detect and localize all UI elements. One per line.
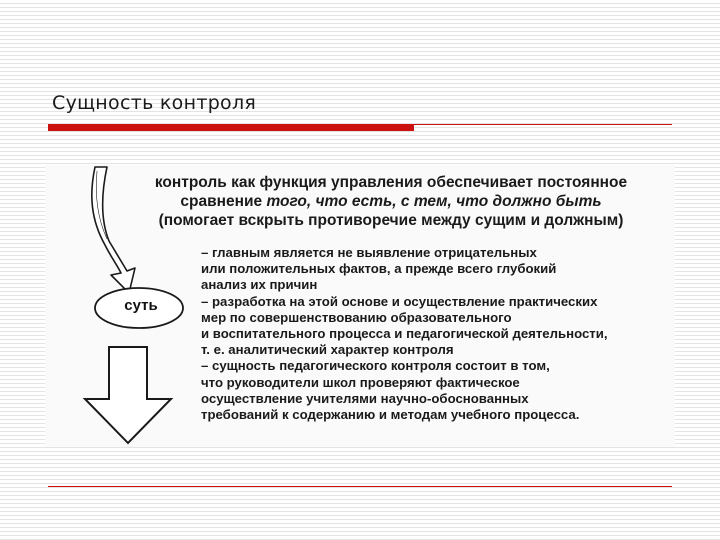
- title-underline-thin: [414, 124, 672, 125]
- para1-line2-italic: того, что есть, с тем, что должно быть: [266, 193, 602, 210]
- figure-paragraph-2: [201, 245, 671, 423]
- para2-line: мер по совершенствованию образовательного: [201, 309, 512, 325]
- para1-line3: (помогает вскрыть противоречие между сущим и должным): [158, 212, 624, 229]
- para2-line: – сущность педагогического контроля состоит в том,: [201, 358, 550, 374]
- figure-paragraph-1: [113, 173, 669, 230]
- para1-line1: контроль как функция управления обеспечивает постоянное: [154, 174, 628, 191]
- down-arrow-icon: [85, 347, 171, 443]
- para2-line: – главным является не выявление отрицательных: [201, 245, 537, 260]
- title-underline-thick: [48, 124, 414, 131]
- para1-line2: [113, 192, 669, 211]
- para2-line: требований к содержанию и методам учебного процесса.: [201, 407, 580, 423]
- para2-line: или положительных фактов, а прежде всего глубокий: [201, 261, 557, 277]
- para2-line: и воспитательного процесса и педагогической деятельности,: [201, 326, 608, 342]
- essence-label: суть: [124, 297, 158, 314]
- bottom-rule: [48, 486, 672, 487]
- para2-line: анализ их причин: [201, 277, 318, 293]
- para1-line2-prefix: сравнение: [180, 193, 267, 210]
- para2-line: что руководители школ проверяют фактическое: [201, 374, 520, 390]
- slide-title: Сущность контроля: [52, 92, 257, 114]
- para2-line: т. е. аналитический характер контроля: [201, 342, 454, 358]
- para2-line: осуществление учителями научно-обоснованных: [201, 390, 529, 406]
- para2-line: – разработка на этой основе и осуществление практических: [201, 293, 598, 309]
- scanned-figure: [45, 165, 675, 447]
